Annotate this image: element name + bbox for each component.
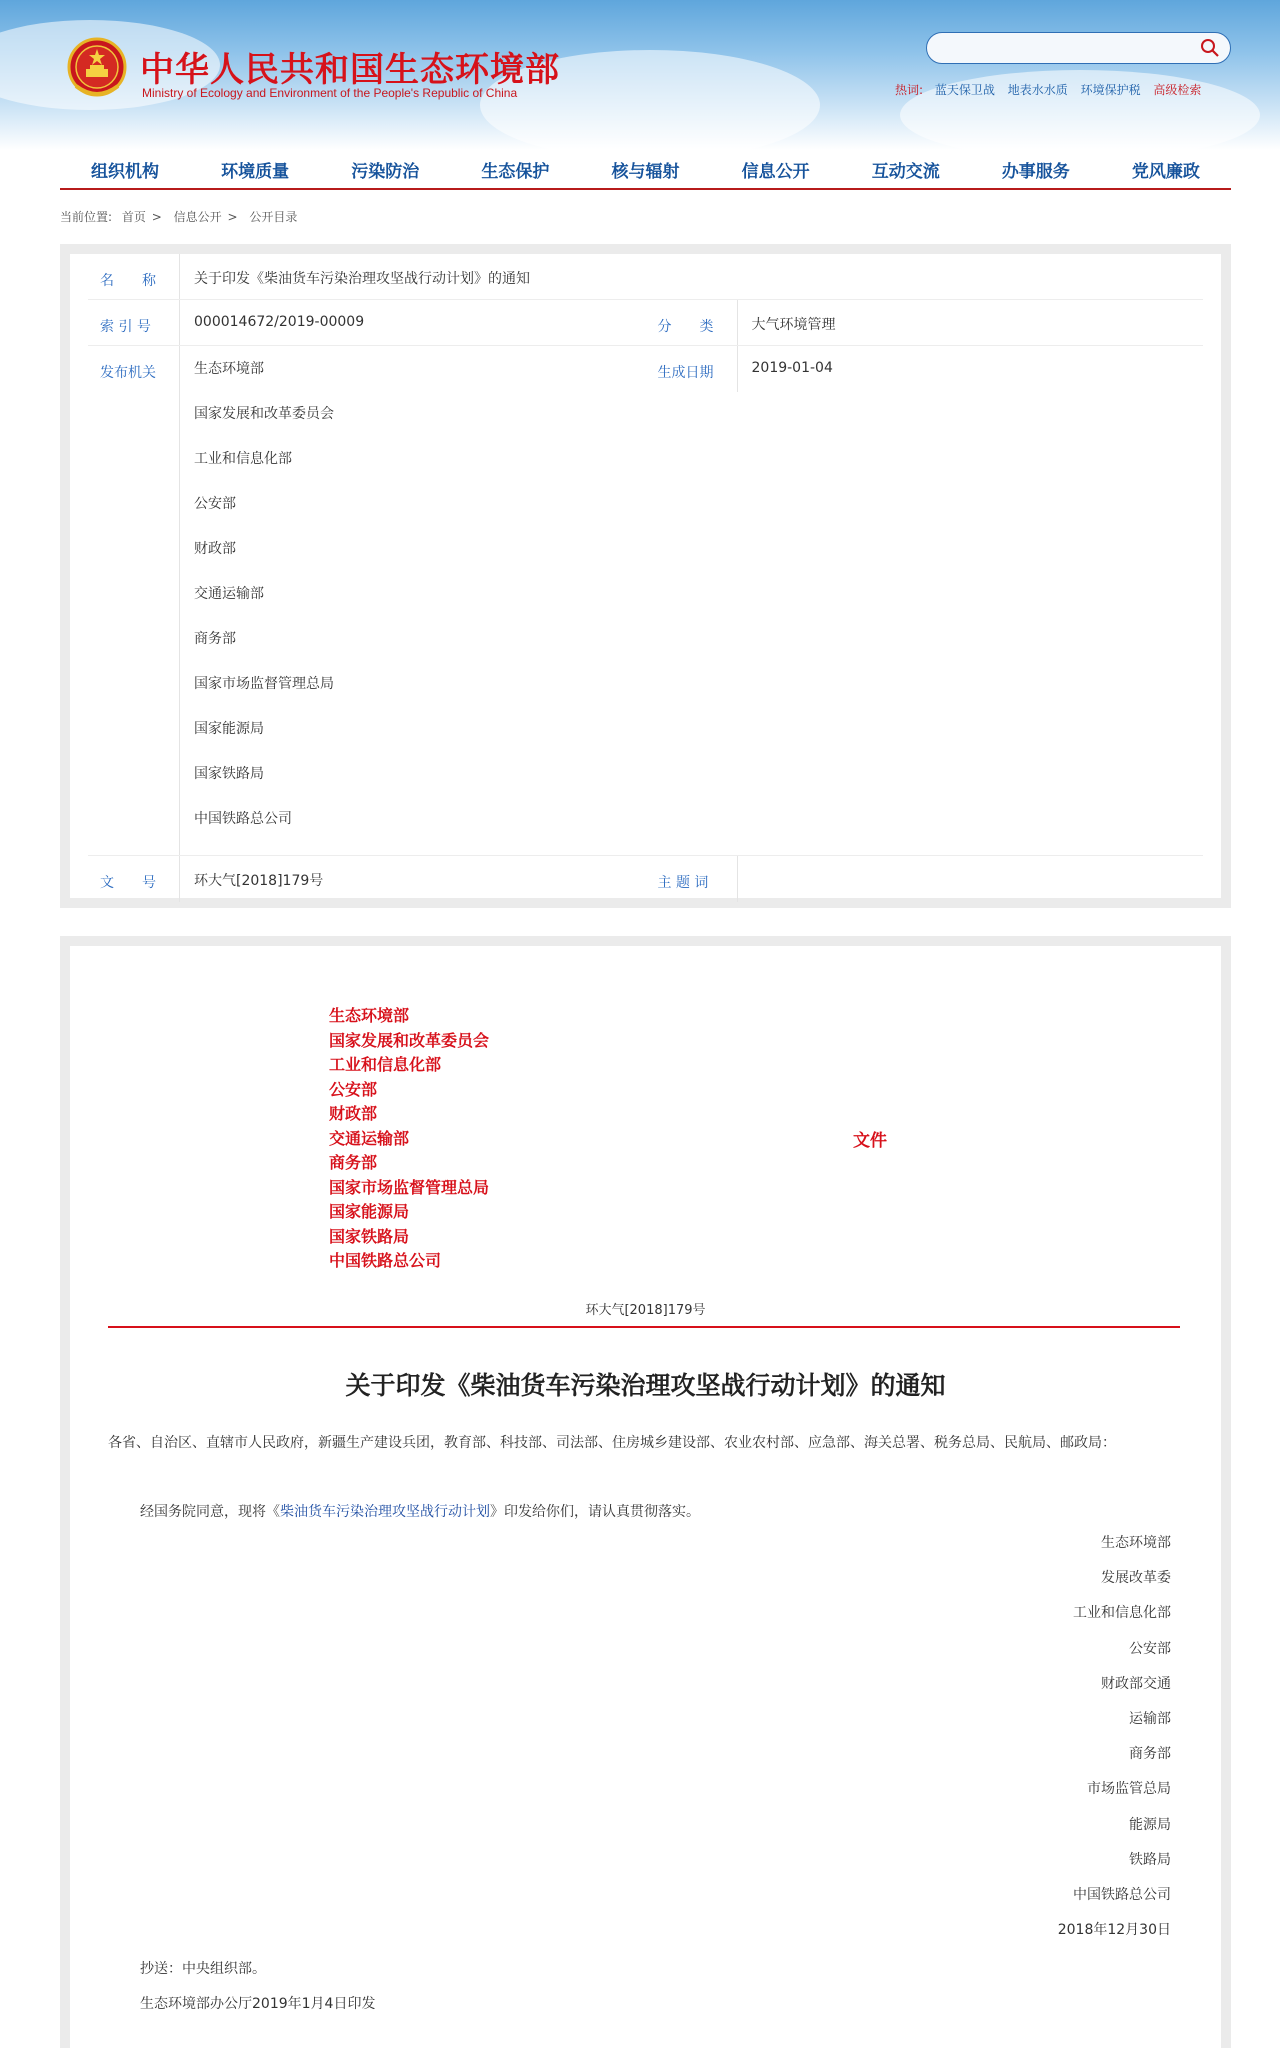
issuer-item: 中国铁路总公司 [329, 1251, 442, 1270]
attachment-link[interactable]: 柴油货车污染治理攻坚战行动计划 [280, 1504, 490, 1520]
signer-item: 市场监管总局 [1087, 1781, 1171, 1798]
hot-word-link[interactable]: 蓝天保卫战 [934, 83, 995, 97]
advanced-search-link[interactable]: 高级检索 [1153, 83, 1202, 97]
issuer-item: 工业和信息化部 [329, 1055, 442, 1074]
nav-item-information-disclosure[interactable]: 信息公开 [741, 162, 810, 182]
info-row-index [88, 300, 1203, 346]
issuer-item: 国家市场监督管理总局 [329, 1177, 490, 1197]
document-body [70, 946, 1221, 2048]
info-label: 发布机关 [88, 346, 180, 855]
nav-item-pollution-control[interactable]: 污染防治 [351, 162, 420, 182]
publisher-item: 公安部 [194, 496, 236, 512]
breadcrumb-label: 当前位置: [60, 210, 113, 224]
signer-item: 商务部 [1129, 1746, 1171, 1763]
breadcrumb-home[interactable]: 首页 [121, 210, 146, 224]
issuer-item: 生态环境部 [329, 1006, 410, 1025]
signer-item: 运输部 [1129, 1711, 1171, 1728]
site-title: 中华人民共和国生态环境部 [140, 50, 560, 90]
print-info: 生态环境部办公厅2019年1月4日印发 [140, 1996, 376, 2012]
info-row-publisher [88, 346, 1203, 856]
info-value: 大气环境管理 [751, 317, 836, 333]
info-row-docno [88, 856, 1203, 902]
issuer-item: 公安部 [329, 1079, 378, 1099]
nav-item-ecological-protection[interactable]: 生态保护 [481, 162, 550, 182]
nav-item-organization[interactable]: 组织机构 [91, 162, 160, 182]
document-number: 环大气[2018]179号 [585, 1303, 706, 1318]
breadcrumb-catalog[interactable]: 公开目录 [249, 210, 298, 224]
addressee: 各省、自治区、直辖市人民政府，新疆生产建设兵团，教育部、科技部、司法部、住房城乡建设部、农业农村部、应急部、海关总署、税务总局、民航局、邮政局： [108, 1435, 1116, 1451]
info-label: 分 类 [646, 300, 738, 345]
issuer-item: 商务部 [329, 1153, 378, 1172]
search-icon[interactable] [1198, 36, 1222, 60]
issuer-item: 交通运输部 [329, 1128, 410, 1148]
issuer-item: 国家发展和改革委员会 [329, 1030, 490, 1050]
publisher-item: 国家铁路局 [194, 766, 264, 782]
issuer-item: 国家能源局 [329, 1202, 410, 1221]
body-text-suffix: 》印发给你们，请认真贯彻落实。 [490, 1504, 700, 1520]
publisher-item: 国家市场监督管理总局 [194, 676, 334, 692]
site-header [0, 0, 1280, 150]
document-info-panel [60, 244, 1231, 908]
document-panel [60, 936, 1231, 2048]
breadcrumb-info-disclosure[interactable]: 信息公开 [173, 210, 222, 224]
nav-item-nuclear-radiation[interactable]: 核与辐射 [611, 162, 680, 182]
nav-item-services[interactable]: 办事服务 [1001, 162, 1070, 182]
signer-item: 财政部交通 [1101, 1675, 1171, 1692]
search-input[interactable] [926, 32, 1231, 64]
site-subtitle: Ministry of Ecology and Environment of the People's Republic of China [142, 86, 518, 100]
issuer-item: 国家铁路局 [329, 1226, 410, 1246]
publisher-item: 交通运输部 [194, 586, 264, 602]
breadcrumb-separator: > [151, 210, 162, 224]
hot-word-link[interactable]: 地表水水质 [1007, 83, 1068, 97]
carbon-copy: 抄送：中央组织部。 [140, 1961, 266, 1977]
publisher-item: 商务部 [194, 631, 236, 647]
info-value: 环大气[2018]179号 [194, 873, 324, 889]
breadcrumb [60, 208, 297, 225]
body-paragraph [140, 1501, 700, 1521]
signer-item: 工业和信息化部 [1073, 1605, 1171, 1622]
publisher-item: 中国铁路总公司 [194, 811, 292, 827]
signer-item: 能源局 [1129, 1816, 1171, 1833]
issuer-list [329, 1004, 489, 1274]
info-label: 索 引 号 [88, 300, 180, 345]
breadcrumb-separator: > [227, 210, 238, 224]
document-title: 关于印发《柴油货车污染治理攻坚战行动计划》的通知 [345, 1371, 946, 1400]
issuer-item: 财政部 [329, 1104, 378, 1123]
info-value: 2019-01-04 [751, 360, 833, 376]
nav-item-party-conduct[interactable]: 党风廉政 [1131, 162, 1200, 182]
red-divider [108, 1326, 1180, 1328]
info-value: 关于印发《柴油货车污染治理攻坚战行动计划》的通知 [194, 271, 530, 287]
publisher-item: 工业和信息化部 [194, 451, 292, 467]
info-row-name [88, 254, 1203, 300]
publisher-item: 国家发展和改革委员会 [194, 406, 334, 422]
signer-item: 发展改革委 [1101, 1570, 1171, 1587]
main-nav [60, 154, 1231, 190]
signer-item: 公安部 [1129, 1640, 1171, 1657]
nav-item-interaction[interactable]: 互动交流 [871, 162, 940, 182]
national-emblem-icon [66, 36, 128, 102]
signer-item: 中国铁路总公司 [1073, 1887, 1171, 1904]
signer-item: 生态环境部 [1101, 1535, 1171, 1551]
info-label: 生成日期 [646, 346, 738, 392]
info-label: 主 题 词 [646, 856, 738, 902]
publisher-item: 国家能源局 [194, 721, 264, 737]
nav-item-environment-quality[interactable]: 环境质量 [221, 162, 290, 182]
signer-list [1058, 1526, 1171, 1948]
document-info-table [70, 254, 1221, 898]
hot-words [895, 81, 1201, 98]
signing-date: 2018年12月30日 [1057, 1922, 1171, 1939]
publisher-item: 生态环境部 [194, 361, 264, 377]
hot-word-link[interactable]: 环境保护税 [1080, 83, 1141, 97]
info-value: 000014672/2019-00009 [194, 314, 365, 330]
info-value [738, 856, 752, 902]
body-text-prefix: 经国务院同意，现将《 [140, 1504, 280, 1520]
signer-item: 铁路局 [1129, 1851, 1171, 1868]
file-heading: 文件 [853, 1131, 887, 1151]
hot-words-label: 热词: [895, 83, 924, 97]
info-label: 文 号 [88, 856, 180, 902]
info-label: 名 称 [88, 254, 180, 299]
publisher-item: 财政部 [194, 541, 236, 557]
publisher-list [180, 346, 334, 855]
